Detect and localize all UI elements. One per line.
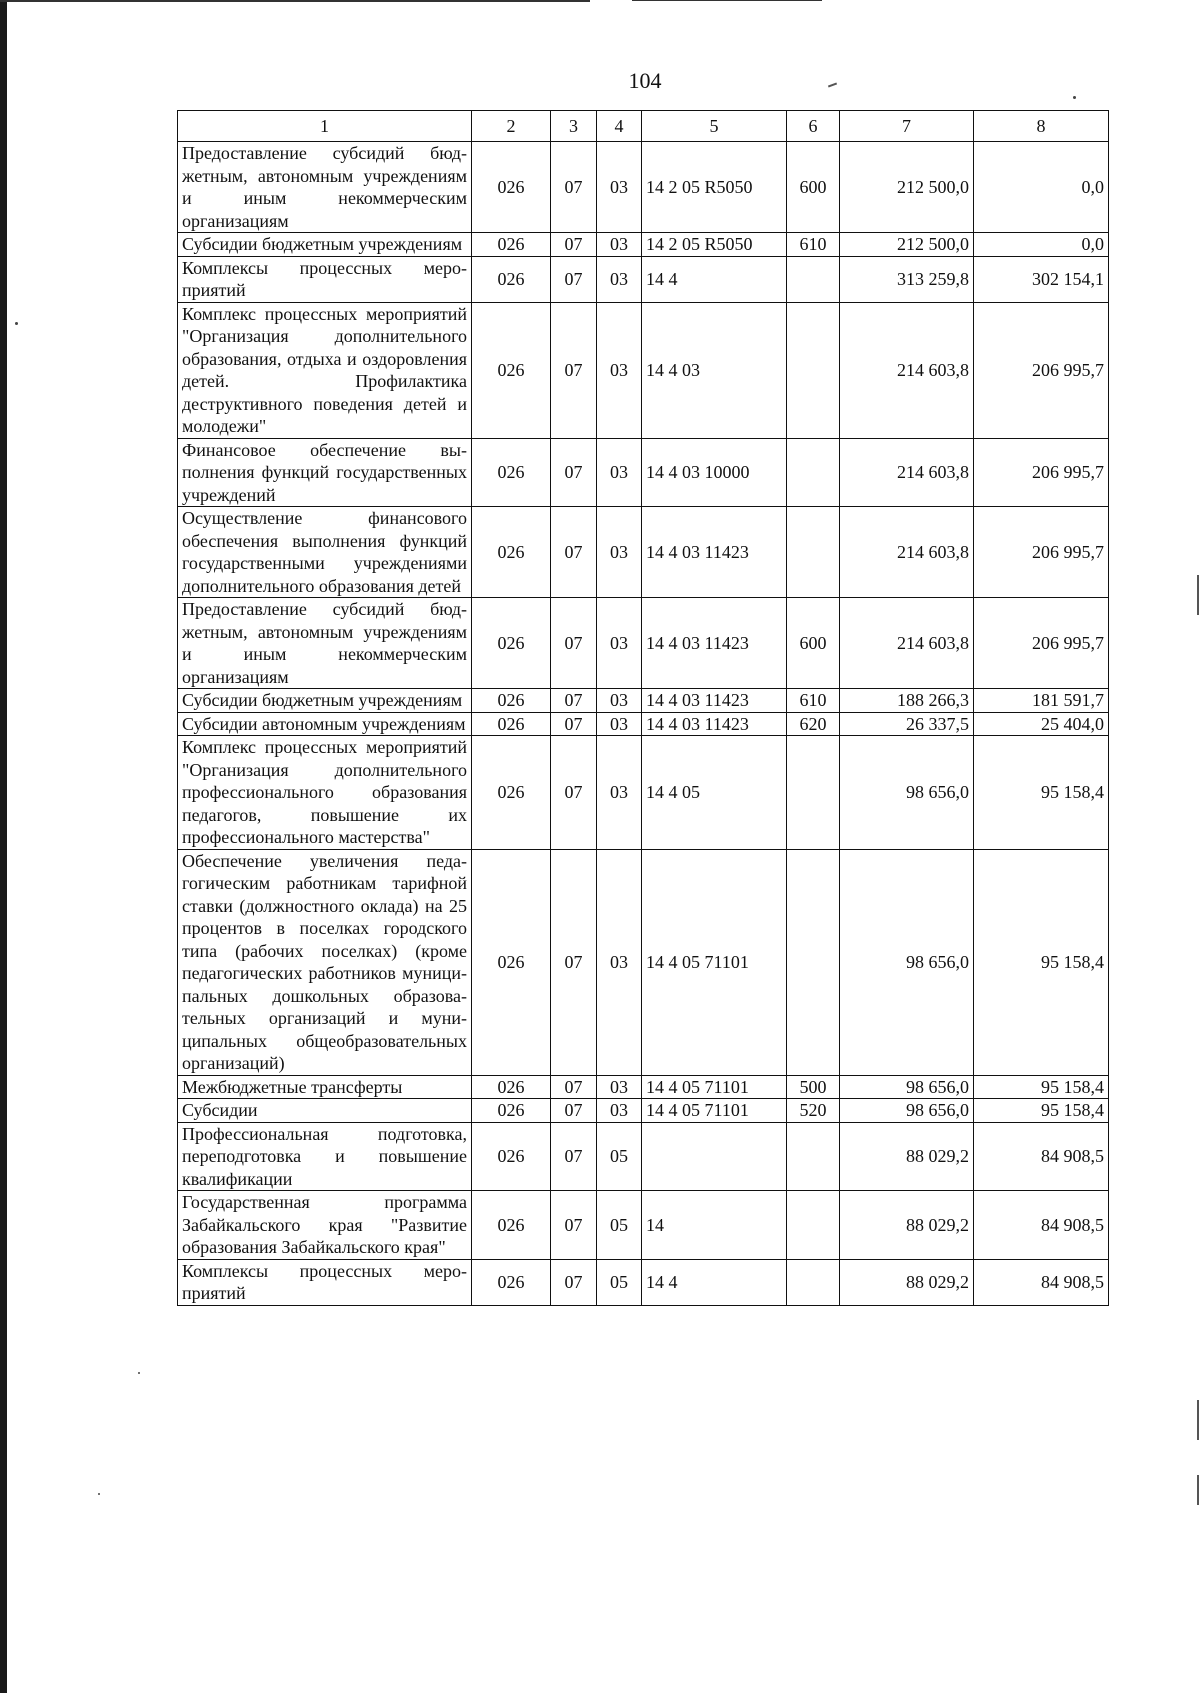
row-name: Предоставление субсидий бюджетным, автономным учреждениям и иным некоммерческим организациям [178,142,472,233]
cell-section: 07 [551,256,597,302]
cell-amount-7: 88 029,2 [840,1259,974,1305]
cell-expense-type: 620 [787,712,840,736]
cell-subsection: 03 [597,142,642,233]
row-name: Профессиональная подготовка, переподготовка и повышение квалификации [178,1122,472,1191]
header-cell: 7 [840,111,974,142]
cell-expense-type: 500 [787,1075,840,1099]
cell-subsection: 03 [597,233,642,257]
cell-amount-8: 0,0 [974,142,1109,233]
cell-amount-8: 95 158,4 [974,1099,1109,1123]
cell-ministry: 026 [472,1191,551,1260]
cell-section: 07 [551,1099,597,1123]
cell-subsection: 03 [597,438,642,507]
cell-subsection: 03 [597,302,642,438]
cell-subsection: 05 [597,1122,642,1191]
cell-amount-7: 88 029,2 [840,1191,974,1260]
cell-subsection: 03 [597,256,642,302]
row-name: Субсидии бюджетным учреждениям [178,689,472,713]
cell-subsection: 05 [597,1259,642,1305]
row-name: Межбюджетные трансферты [178,1075,472,1099]
row-name: Субсидии бюджетным учреждениям [178,233,472,257]
table-row [178,507,1109,598]
margin-mark [1197,1400,1199,1440]
cell-amount-8: 84 908,5 [974,1191,1109,1260]
header-cell: 3 [551,111,597,142]
scan-speck [15,322,18,325]
header-cell: 5 [642,111,787,142]
cell-expense-type [787,1122,840,1191]
header-cell: 2 [472,111,551,142]
cell-expense-type: 610 [787,233,840,257]
cell-target-article: 14 4 05 [642,736,787,850]
cell-amount-8: 95 158,4 [974,736,1109,850]
cell-expense-type [787,1191,840,1260]
margin-mark [1197,575,1199,615]
cell-target-article: 14 4 05 71101 [642,1075,787,1099]
cell-amount-7: 188 266,3 [840,689,974,713]
cell-amount-7: 212 500,0 [840,233,974,257]
cell-expense-type [787,438,840,507]
cell-amount-8: 0,0 [974,233,1109,257]
table-row [178,736,1109,850]
row-name: Комплекс процессных мероприятий "Организация дополнительного образования, отдыха и оздоровления детей. Профилактика деструктивного поведения детей и молодежи" [178,302,472,438]
table-row [178,1099,1109,1123]
budget-table [177,110,1109,1306]
table-row [178,1122,1109,1191]
table-row [178,142,1109,233]
cell-ministry: 026 [472,689,551,713]
table-row [178,302,1109,438]
cell-expense-type [787,302,840,438]
cell-amount-8: 95 158,4 [974,1075,1109,1099]
cell-section: 07 [551,507,597,598]
cell-ministry: 026 [472,1075,551,1099]
cell-amount-7: 214 603,8 [840,507,974,598]
cell-expense-type: 520 [787,1099,840,1123]
table-row [178,256,1109,302]
header-cell: 8 [974,111,1109,142]
row-name: Субсидии [178,1099,472,1123]
cell-section: 07 [551,689,597,713]
header-cell: 1 [178,111,472,142]
cell-ministry: 026 [472,736,551,850]
scan-speck [98,1493,100,1495]
scan-line-top [632,0,822,1]
cell-expense-type [787,736,840,850]
table-row [178,689,1109,713]
cell-amount-8: 206 995,7 [974,598,1109,689]
row-name: Осуществление финансового обеспечения выполнения функций государственными учреждениями дополнительного образования детей [178,507,472,598]
cell-ministry: 026 [472,1099,551,1123]
cell-amount-7: 98 656,0 [840,849,974,1075]
row-name: Комплексы процессных мероприятий [178,1259,472,1305]
scan-speck [138,1372,140,1374]
cell-section: 07 [551,736,597,850]
cell-expense-type: 600 [787,598,840,689]
cell-expense-type: 600 [787,142,840,233]
cell-amount-7: 98 656,0 [840,736,974,850]
cell-target-article: 14 4 03 10000 [642,438,787,507]
cell-ministry: 026 [472,849,551,1075]
header-cell: 6 [787,111,840,142]
table-row [178,1191,1109,1260]
cell-amount-7: 98 656,0 [840,1099,974,1123]
cell-amount-8: 84 908,5 [974,1122,1109,1191]
cell-section: 07 [551,438,597,507]
cell-ministry: 026 [472,233,551,257]
scan-edge-left [0,0,7,1693]
scan-line-top [0,0,590,2]
cell-amount-7: 214 603,8 [840,302,974,438]
cell-section: 07 [551,302,597,438]
cell-amount-7: 88 029,2 [840,1122,974,1191]
table-row [178,233,1109,257]
row-name: Государственная программа Забайкальского края "Развитие образования Забайкальского края" [178,1191,472,1260]
cell-section: 07 [551,1191,597,1260]
scan-speck [1073,96,1076,99]
cell-ministry: 026 [472,256,551,302]
row-name: Финансовое обеспечение выполнения функций государственных учреждений [178,438,472,507]
cell-target-article: 14 2 05 R5050 [642,142,787,233]
cell-target-article: 14 [642,1191,787,1260]
cell-amount-8: 206 995,7 [974,507,1109,598]
cell-amount-7: 212 500,0 [840,142,974,233]
table-row [178,712,1109,736]
cell-ministry: 026 [472,142,551,233]
row-name: Обеспечение увеличения педагогическим работникам тарифной ставки (должностного оклада) на 25 процентов в поселках городского типа (рабочих поселках) (кроме педагогических работников муниципальных дошкольных образовательных организаций и муниципальных общеобразовательных организаций) [178,849,472,1075]
cell-subsection: 03 [597,712,642,736]
cell-ministry: 026 [472,598,551,689]
cell-expense-type [787,849,840,1075]
cell-subsection: 05 [597,1191,642,1260]
row-name: Комплексы процессных мероприятий [178,256,472,302]
cell-target-article: 14 4 03 11423 [642,712,787,736]
cell-section: 07 [551,849,597,1075]
cell-amount-7: 214 603,8 [840,598,974,689]
cell-ministry: 026 [472,302,551,438]
cell-section: 07 [551,1075,597,1099]
cell-target-article: 14 4 05 71101 [642,1099,787,1123]
cell-ministry: 026 [472,507,551,598]
cell-section: 07 [551,1122,597,1191]
cell-subsection: 03 [597,1099,642,1123]
cell-target-article: 14 4 [642,1259,787,1305]
cell-amount-8: 84 908,5 [974,1259,1109,1305]
cell-target-article: 14 4 03 11423 [642,598,787,689]
cell-amount-8: 181 591,7 [974,689,1109,713]
cell-amount-8: 302 154,1 [974,256,1109,302]
margin-mark [1197,1475,1199,1505]
cell-subsection: 03 [597,849,642,1075]
cell-target-article: 14 4 03 11423 [642,507,787,598]
cell-subsection: 03 [597,736,642,850]
cell-expense-type: 610 [787,689,840,713]
cell-ministry: 026 [472,1259,551,1305]
cell-amount-7: 214 603,8 [840,438,974,507]
cell-subsection: 03 [597,1075,642,1099]
cell-target-article: 14 4 03 [642,302,787,438]
cell-amount-7: 313 259,8 [840,256,974,302]
table-row [178,1259,1109,1305]
cell-amount-8: 206 995,7 [974,302,1109,438]
cell-target-article [642,1122,787,1191]
cell-subsection: 03 [597,507,642,598]
cell-target-article: 14 4 [642,256,787,302]
cell-ministry: 026 [472,1122,551,1191]
table-row [178,438,1109,507]
cell-ministry: 026 [472,438,551,507]
cell-section: 07 [551,233,597,257]
table-row [178,598,1109,689]
table-header-row [178,111,1109,142]
cell-subsection: 03 [597,689,642,713]
cell-expense-type [787,507,840,598]
cell-subsection: 03 [597,598,642,689]
cell-expense-type [787,256,840,302]
table-row [178,1075,1109,1099]
cell-amount-8: 95 158,4 [974,849,1109,1075]
cell-amount-7: 26 337,5 [840,712,974,736]
row-name: Субсидии автономным учреждениям [178,712,472,736]
cell-target-article: 14 4 05 71101 [642,849,787,1075]
cell-section: 07 [551,598,597,689]
cell-amount-8: 206 995,7 [974,438,1109,507]
header-cell: 4 [597,111,642,142]
cell-section: 07 [551,712,597,736]
cell-section: 07 [551,1259,597,1305]
page-number: 104 [628,68,662,93]
cell-amount-8: 25 404,0 [974,712,1109,736]
cell-ministry: 026 [472,712,551,736]
row-name: Предоставление субсидий бюджетным, автономным учреждениям и иным некоммерческим организациям [178,598,472,689]
cell-expense-type [787,1259,840,1305]
cell-target-article: 14 2 05 R5050 [642,233,787,257]
cell-target-article: 14 4 03 11423 [642,689,787,713]
table-row [178,849,1109,1075]
cell-amount-7: 98 656,0 [840,1075,974,1099]
cell-section: 07 [551,142,597,233]
row-name: Комплекс процессных мероприятий "Организация дополнительного профессионального образования педагогов, повышение их профессионального мастерства" [178,736,472,850]
